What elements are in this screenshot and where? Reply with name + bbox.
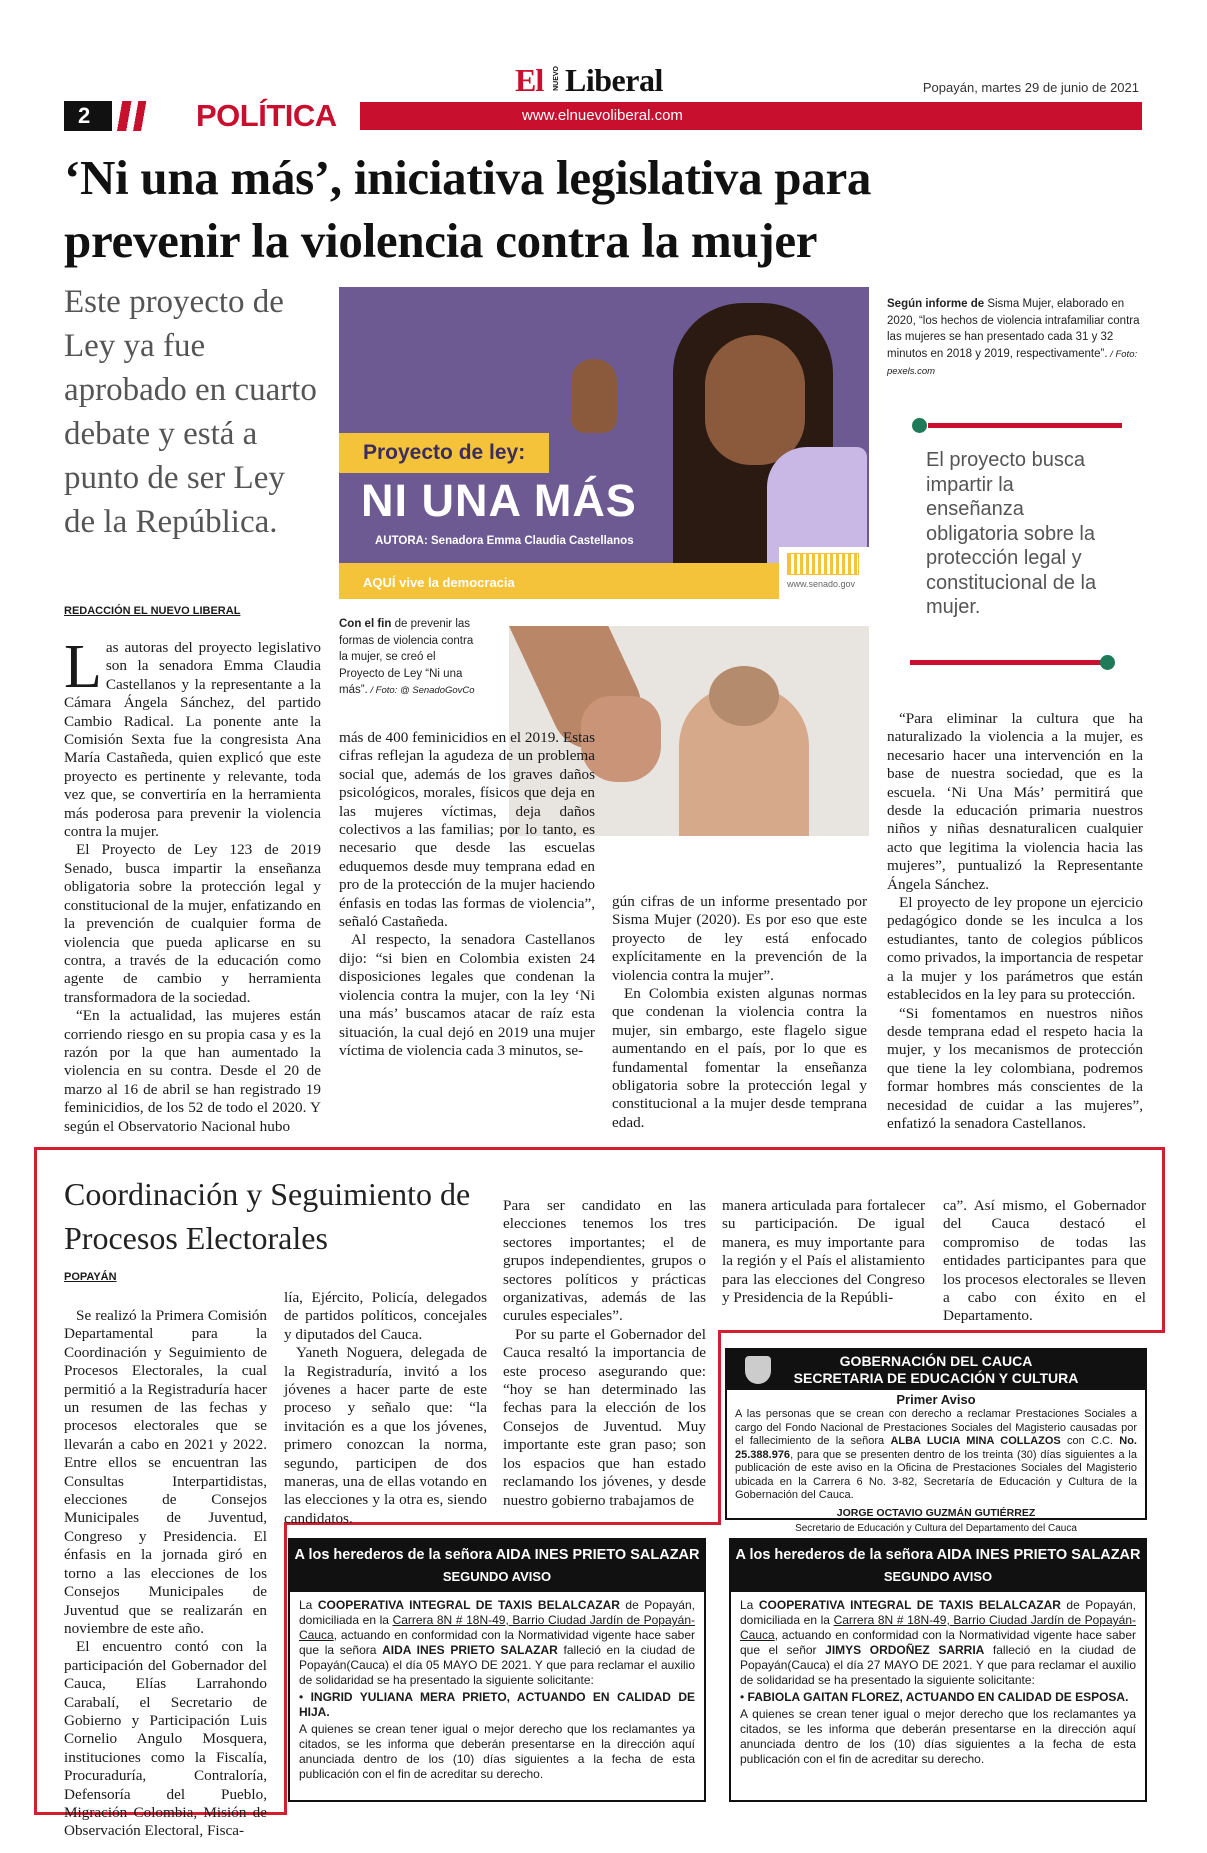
notice-taxi-right xyxy=(729,1538,1147,1802)
title-box xyxy=(339,433,549,473)
nl-deceased: AIDA INES PRIETO SALAZAR xyxy=(382,1643,558,1657)
article2-col-1 xyxy=(64,1307,267,1841)
notice-left-body: La COOPERATIVA INTEGRAL DE TAXIS BELALCAZAR de Popayán, domiciliada en la Carrera 8N # 18N-49, Barrio Ciudad Jardín de Popayán-Cauca, actuando en conformidad con la Normatividad vigente hace saber que la señora AIDA INES PRIETO SALAZAR falleció en la ciudad de Popayán(Cauca) el día 05 MAYO DE 2021. Y que para reclamar el auxilio de solidaridad se ha presentado la siguiente solicitante: • INGRID YULIANA MERA PRIETO, ACTUANDO EN CALIDAD DE HIJA. A quienes se crean tener igual o mejor derecho que los reclamantes ya citados, se les informa que deberán presentarse en la dirección aquí anunciada dentro de los (10) días siguientes a la fecha de esta publicación con el fin de acreditar su derecho. xyxy=(299,1598,696,1781)
caption-1-lead: Según informe de xyxy=(887,298,985,310)
article2-frame-step-1 xyxy=(718,1330,1165,1333)
col3-p1: gún cifras de un informe presentado por Sisma Mujer (2020). Es por eso que este proyecto de ley está enfocado explícitamente en la prevención de la violencia contra la mujer”. xyxy=(612,893,867,984)
notice-gobernacion xyxy=(725,1348,1147,1534)
hand xyxy=(571,359,617,433)
notice-gov-body xyxy=(727,1407,1145,1504)
col2-p2: Al respecto, la senadora Castellanos dijo: “si bien en Colombia existen 24 disposiciones legales que condenan la violencia contra la mujer, con la ley ‘Ni una más’ buscamos atacar de raíz esta situación, la cual dejó en 2019 una mujer víctima de violencia cada 3 minutos, se- xyxy=(339,931,595,1059)
article2-col-5 xyxy=(943,1197,1146,1326)
article-col-4 xyxy=(887,710,1143,1133)
nr-claimant: FABIOLA GAITAN FLOREZ, ACTUANDO EN CALIDAD DE ESPOSA. xyxy=(747,1690,1129,1704)
article2-frame-right-mid xyxy=(718,1330,721,1525)
pullquote-text: El proyecto busca impartir la enseñanza obligatoria sobre la protección legal y constitucional de la mujer. xyxy=(926,449,1097,618)
col3-p2: En Colombia existen algunas normas que condenan la violencia contra la mujer, sin embargo, este flagelo sigue aumentando en el país, por lo que es fundamental fomentar la enseñanza obligatoria sobre la protección legal y constitucional a la mujer desde temprana edad. xyxy=(612,985,867,1131)
a2-col1-p2: El encuentro contó con la participación del Gobernador del Cauca, Elías Larrahondo Carabalí, el Secretario de Gobierno y Participación Luis Cornelio Angulo Mosquera, instituciones como la Fiscalía, Procuraduría, Contraloría, Defensoría del Pueblo, Migración Colombia, Misión de Observación Electoral, Fisca- xyxy=(64,1638,267,1840)
col1-p1: as autoras del proyecto legislativo son la senadora Emma Claudia Castellanos y la representante a la Cámara Ángela Sánchez, del partido Cambio Radical. La ponente ante la Comisión Sexta fue la congresista Ana María Castañeda, quien explicó que este proyecto es pertinente y relevante, toda vez que, se convertiría en la herramienta más poderosa para prevenir la violencia contra la mujer. xyxy=(64,639,321,841)
deck: Este proyecto de Ley ya fue aprobado en cuarto debate y está a punto de ser Ley de la República. xyxy=(64,284,317,540)
hero-image xyxy=(339,287,869,599)
image-footer: AQUÍ vive la democracia xyxy=(363,575,515,590)
notice-left-header xyxy=(290,1540,704,1592)
logo-el: El xyxy=(515,62,544,98)
image-author: AUTORA: Senadora Emma Claudia Castellanos xyxy=(375,535,634,547)
article-col-1 xyxy=(64,633,321,1136)
pullquote-dot-bottom xyxy=(1100,655,1115,670)
notice-right-subtitle: SEGUNDO AVISO xyxy=(883,1569,993,1584)
dateline: Popayán, martes 29 de junio de 2021 xyxy=(922,80,1139,95)
col1-p3: “En la actualidad, las mujeres están corriendo riesgo en su propia casa y es la razón por la que han aumentado la violencia en su contra. Desde el 20 de marzo al 16 de abril se han registrado 19 feminicidios, de los 52 de todo el 2020. Y según el Observatorio Nacional hubo xyxy=(64,1007,321,1135)
caption-1 xyxy=(887,296,1143,381)
logo xyxy=(515,62,695,98)
col1-p2: El Proyecto de Ley 123 de 2019 Senado, busca impartir la enseñanza obligatoria sobre la protección legal y constitucional de la mujer, enfatizando en la prevención de cualquier forma de violencia que pueda aplicarse en su contra, a través de la educación como agente de cambio y herramienta transformadora de la sociedad. xyxy=(64,841,321,1006)
pullquote-rule-bottom xyxy=(910,660,1102,665)
headline: ‘Ni una más’, iniciativa legislativa para prevenir la violencia contra la mujer xyxy=(64,150,872,268)
nl-t4: falleció en la ciudad de Popayán(Cauca) el día 05 MAYO DE 2021. Y que para reclamar el auxilio de solidaridad se ha presentado la siguiente solicitante: xyxy=(299,1643,696,1687)
article2-headline: Coordinación y Seguimiento de Procesos Electorales xyxy=(64,1176,471,1256)
senado-url: www.senado.gov xyxy=(787,579,856,589)
caption-2 xyxy=(339,616,484,700)
senado-logo xyxy=(787,553,859,575)
a2-col4-p1: manera articulada para fortalecer su participación. De igual manera, es muy importante para la región y el País el alistamiento para las elecciones del Congreso y Presidencia de la Repúbli- xyxy=(722,1197,925,1307)
notice-gov-text-c: , para que se presenten dentro de los treinta (30) días siguientes a la publicación de este aviso en la Oficina de Prestaciones Sociales del Magisterio ubicada en la Carrera 6 No. 3-82, Secretaría de Educación y Cultura de la Gobernación del Cauca. xyxy=(735,1448,1137,1501)
col4-p2: El proyecto de ley propone un ejercicio pedagógico donde se les inculca a los estudiantes, tanto de colegios públicos como privados, la importancia de respetar a la mujer y los parámetros que están establecidos en la ley para su protección. xyxy=(887,894,1143,1004)
section-flag xyxy=(112,101,164,131)
notice-gov-header xyxy=(727,1350,1145,1390)
caption-1-text: Sisma Mujer, elaborado en 2020, “los hechos de violencia intrafamiliar contra las mujeres se han presentado cada 31 y 32 minutos en 2018 y 2019, respectivamente”. xyxy=(887,298,1140,360)
notice-left-subtitle: SEGUNDO AVISO xyxy=(442,1569,552,1584)
article2-col-4 xyxy=(722,1197,925,1307)
notice-gov-signer-role: Secretario de Educación y Cultura del Departamento del Cauca xyxy=(795,1522,1077,1534)
article-col-3 xyxy=(612,893,867,1132)
nr-t3: , actuando en conformidad con la Normatividad vigente hace saber que el señor xyxy=(740,1628,1136,1657)
notice-right-body: La COOPERATIVA INTEGRAL DE TAXIS BELALCAZAR de Popayán, domiciliada en la Carrera 8N # 18N-49, Barrio Ciudad Jardín de Popayán-Cauca, actuando en conformidad con la Normatividad vigente hace saber que el señor JIMYS ORDOÑEZ SARRIA falleció en la ciudad de Popayán(Cauca) el día 27 MAYO DE 2021. Y que para reclamar el auxilio de solidaridad se ha presentado la siguiente solicitante: • FABIOLA GAITAN FLOREZ, ACTUANDO EN CALIDAD DE ESPOSA. A quienes se crean tener igual o mejor derecho que los reclamantes ya citados, se les informa que deberán presentarse en la dirección aquí anunciada dentro de los (10) días siguientes a la fecha de esta publicación con el fin de acreditar su derecho. xyxy=(740,1598,1136,1766)
face xyxy=(705,335,805,465)
a2-col3-p2: Por su parte el Gobernador del Cauca resaltó la importancia de este proceso asegurando que: “hoy se han determinado las fechas para la elección de los Consejos de Juventud. Muy importante este gran paso; son los espacios que han estado reclamando los jóvenes, y desde nuestro gobierno trabajamos de xyxy=(503,1325,706,1509)
nr-t5: A quienes se crean tener igual o mejor derecho que los reclamantes ya citados, se les informa que deberán presentarse en la dirección aquí anunciada dentro de los (10) días siguientes a la fecha de esta publicación con el fin de acreditar su derecho. xyxy=(740,1707,1136,1766)
notice-gov-signer: JORGE OCTAVIO GUZMÁN GUTIÉRREZ xyxy=(836,1506,1036,1519)
notice-gov-title1: GOBERNACIÓN DEL CAUCA xyxy=(839,1353,1033,1369)
caption-1-credit: / Foto: pexels.com xyxy=(887,348,1138,377)
notice-gov-name: ALBA LUCIA MINA COLLAZOS xyxy=(890,1435,1061,1447)
image-title: Proyecto de ley: xyxy=(363,441,526,464)
a2-col3-p1: Para ser candidato en las elecciones tenemos los tres sectores importantes; el de grupos independientes, grupos o sectores políticos y prácticas organizativas, además de las curules especiales”. xyxy=(503,1197,706,1325)
pullquote-rule-top xyxy=(928,423,1122,428)
article-col-2 xyxy=(339,729,595,1060)
notice-gov-cc: No. 25.388.976 xyxy=(735,1435,1137,1461)
page-number-box xyxy=(64,101,112,131)
article2-frame-right-upper xyxy=(1162,1147,1165,1333)
notice-right-title: A los herederos de la señora AIDA INES PRIETO SALAZAR xyxy=(735,1547,1141,1563)
nl-claimant: INGRID YULIANA MERA PRIETO, ACTUANDO EN CALIDAD DE HIJA. xyxy=(299,1690,695,1719)
image-footer-bar xyxy=(339,563,779,599)
hair-bun xyxy=(709,666,779,726)
notice-right-header xyxy=(731,1540,1145,1592)
masthead xyxy=(0,0,1207,140)
article2-frame-left xyxy=(34,1147,37,1815)
notice-taxi-left xyxy=(288,1538,706,1802)
col4-p1: “Para eliminar la cultura que ha naturalizado la violencia a la mujer, es necesario hacer una intervención en la base de nuestra sociedad, que es la escuela. ‘Ni Una Más’ permitirá que desde la educación primaria nuestros niños y niñas desnaturalicen cualquier acto que legitima la violencia hacia las mujeres”, puntualizó la Representante Ángela Sánchez. xyxy=(887,710,1143,893)
notice-gov-text-a: A las personas que se crean con derecho a reclamar Prestaciones Sociales a cargo del Fondo Nacional de Prestaciones Sociales del Magisterio causadas por el fallecimiento de la señora xyxy=(735,1408,1137,1447)
col2-p1: más de 400 feminicidios en el 2019. Estas cifras reflejan la agudeza de un problema social que, además de los graves daños psicológicos, morales, físicos que deja en las mujeres víctimas, deja daños colectivos a las familias; por lo tanto, es necesario que desde las escuelas eduquemos desde muy temprana edad en pro de la protección de la mujer haciendo énfasis en todas las formas de violencia”, señaló Castañeda. xyxy=(339,729,595,931)
article2-col-3 xyxy=(503,1197,706,1510)
nr-addr: Carrera 8N # 18N-49, Barrio Ciudad Jardín de Popayán-Cauca xyxy=(740,1613,1136,1642)
caption-2-lead: Con el fin xyxy=(339,618,392,630)
a2-col1-p1: Se realizó la Primera Comisión Departamental para la Coordinación y Seguimiento de Procesos Electorales, la cual permitió a la Registraduría hacer un resumen de las fechas y procesos electorales que se llevarán a cabo en 2021 y 2022. Entre ellos se encuentran las Consultas Interpartidistas, elecciones de Consejos Municipales de Juventud, Congreso y Presidencia. El énfasis en la jornada giró en torno a las elecciones de los Consejos Municipales de Juventud que se realizarán en noviembre de este año. xyxy=(64,1307,267,1637)
nr-t4: falleció en la ciudad de Popayán(Cauca) el día 27 MAYO DE 2021. Y que para reclamar el auxilio de solidaridad se ha presentado la siguiente solicitante: xyxy=(740,1643,1136,1687)
caption-2-text: de prevenir las formas de violencia contra la mujer, se creó el Proyecto de Ley “Ni una más”. xyxy=(339,618,474,696)
notice-left-title: A los herederos de la señora AIDA INES PRIETO SALAZAR xyxy=(294,1547,700,1563)
nr-coop: COOPERATIVA INTEGRAL DE TAXIS BELALCAZAR xyxy=(758,1598,1061,1612)
a2-col2-p2: Yaneth Noguera, delegada de la Registraduría, invitó a los jóvenes a hacer parte de este proceso y señalo que: “la invitación es a que los jóvenes, primero conozcan la norma, segundo, participen de dos maneras, una de ellas votando en las elecciones y la otra es, siendo candidatos. xyxy=(284,1344,487,1527)
notice-gov-title2: SECRETARIA DE EDUCACIÓN Y CULTURA xyxy=(793,1370,1079,1386)
col4-p3: “Si fomentamos en nuestros niños desde temprana edad el respeto hacia la mujer, y los mecanismos de protección que tiene la ley colombiana, podremos formar hombres más conscientes de la necesidad de cuidar a las mujeres”, enfatizó la senadora Castellanos. xyxy=(887,1004,1143,1132)
nr-t2: de Popayán, domiciliada en la xyxy=(740,1598,1136,1627)
article2-col-2 xyxy=(284,1289,487,1528)
article2-frame-right-lower xyxy=(284,1522,287,1815)
pullquote-dot-top xyxy=(912,418,927,433)
nr-deceased: JIMYS ORDOÑEZ SARRIA xyxy=(825,1643,985,1657)
nl-t1: La xyxy=(299,1598,318,1612)
notice-gov-subtitle: Primer Aviso xyxy=(896,1392,976,1407)
page-number: 2 xyxy=(78,103,91,128)
article2-frame-top xyxy=(34,1147,1165,1150)
dropcap: L xyxy=(64,633,102,701)
section-title: POLÍTICA xyxy=(196,98,337,133)
notice-gov-text-b: con C.C. xyxy=(1060,1435,1120,1447)
nl-addr: Carrera 8N # 18N-49, Barrio Ciudad Jardín de Popayán-Cauca xyxy=(299,1613,695,1642)
pullquote xyxy=(910,418,1115,670)
nl-t3: , actuando en conformidad con la Normatividad vigente hace saber que la señora xyxy=(299,1628,695,1657)
nl-coop: COOPERATIVA INTEGRAL DE TAXIS BELALCAZAR xyxy=(317,1598,620,1612)
a2-col2-p1: lía, Ejército, Policía, delegados de partidos políticos, concejales y diputados del Cauca. xyxy=(284,1289,487,1343)
senado-seal xyxy=(779,547,869,599)
logo-liberal: Liberal xyxy=(565,62,663,98)
image-main: NI UNA MÁS xyxy=(361,475,637,526)
article2-byline: POPAYÁN xyxy=(64,1271,117,1283)
byline: REDACCIÓN EL NUEVO LIBERAL xyxy=(64,605,241,617)
website[interactable]: www.elnuevoliberal.com xyxy=(522,107,683,124)
masthead-red-bar xyxy=(360,102,1142,130)
logo-nuevo: NUEVO xyxy=(553,66,560,91)
nl-t2: de Popayán, domiciliada en la xyxy=(299,1598,695,1627)
nr-t1: La xyxy=(740,1598,759,1612)
nl-t5: A quienes se crean tener igual o mejor derecho que los reclamantes ya citados, se les informa que deberán presentarse en la dirección aquí anunciada dentro de los (10) días siguientes a la fecha de esta publicación con el fin de acreditar su derecho. xyxy=(299,1722,695,1781)
caption-2-credit: / Foto: @ SenadoGovCo xyxy=(367,685,475,696)
a2-col5-p1: ca”. Así mismo, el Gobernador del Cauca destacó el compromiso de todas las entidades participantes para que los procesos electorales se lleven a cabo con éxito en el Departamento. xyxy=(943,1197,1146,1325)
